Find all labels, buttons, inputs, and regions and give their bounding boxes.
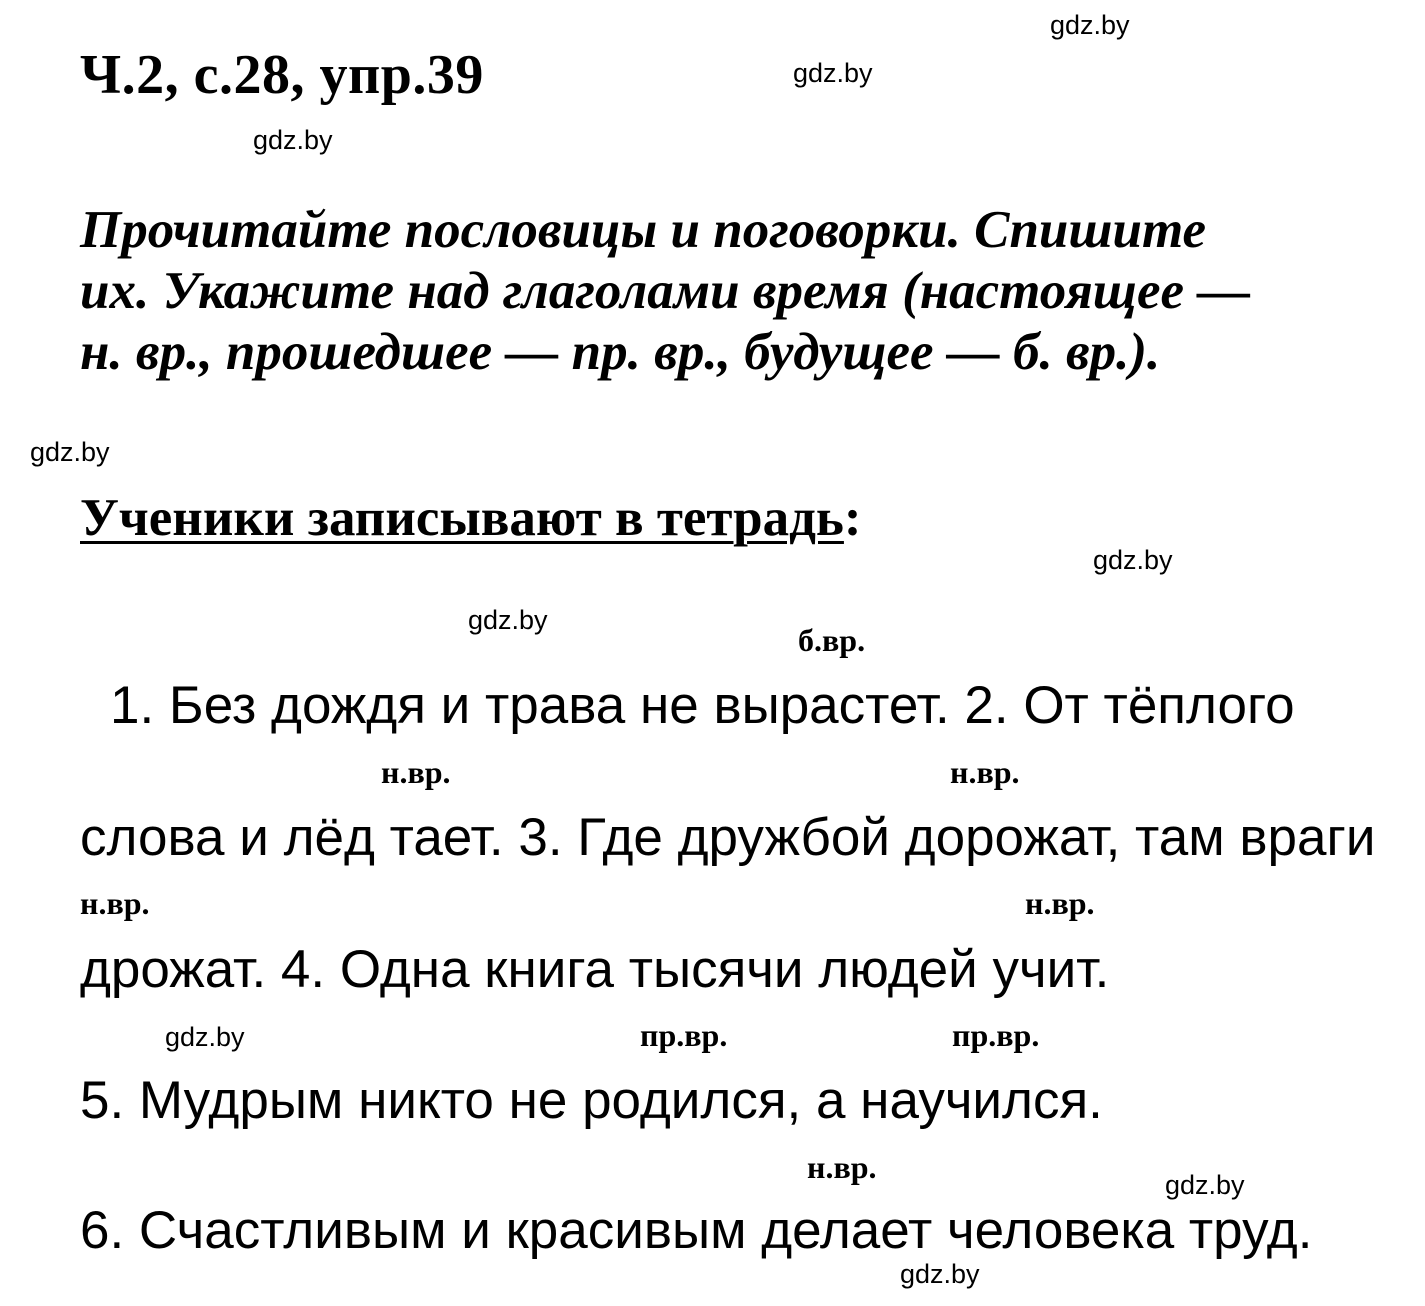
task-line: их. Укажите над глаголами время (настоящее — [80, 262, 1251, 320]
tense-tag: н.вр. [1025, 885, 1095, 921]
answer-heading-text: Ученики записывают в тетрадь [80, 489, 844, 547]
exercise-title: Ч.2, с.28, упр.39 [80, 44, 484, 106]
answer-heading-colon: : [843, 489, 862, 547]
answer-line: 1. Без дождя и трава не вырастет. 2. От тёплого [110, 676, 1295, 735]
watermark: gdz.by [30, 437, 110, 467]
watermark: gdz.by [900, 1259, 980, 1289]
task-line: Прочитайте пословицы и поговорки. Спишите [80, 201, 1207, 259]
tense-tag: б.вр. [798, 622, 866, 658]
watermark: gdz.by [165, 1022, 245, 1052]
watermark: gdz.by [1165, 1170, 1245, 1200]
task-instructions [80, 200, 1380, 383]
tense-tag: н.вр. [80, 885, 150, 921]
watermark: gdz.by [468, 605, 548, 635]
tense-tag: пр.вр. [640, 1017, 728, 1053]
answer-line: слова и лёд тает. 3. Где дружбой дорожат, там враги [80, 808, 1376, 867]
task-line: н. вр., прошедшее — пр. вр., будущее — б. вр.). [80, 323, 1161, 381]
answer-line: 5. Мудрым никто не родился, а научился. [80, 1071, 1103, 1130]
tense-tag: н.вр. [807, 1149, 877, 1185]
watermark: gdz.by [1093, 545, 1173, 575]
answer-line: дрожат. 4. Одна книга тысячи людей учит. [80, 940, 1110, 999]
tense-tag: н.вр. [950, 754, 1020, 790]
answer-line: 6. Счастливым и красивым делает человека труд. [80, 1201, 1313, 1260]
answer-heading [80, 488, 862, 548]
watermark: gdz.by [793, 58, 873, 88]
watermark: gdz.by [1050, 10, 1130, 40]
tense-tag: пр.вр. [952, 1017, 1040, 1053]
tense-tag: н.вр. [381, 754, 451, 790]
watermark: gdz.by [253, 125, 333, 155]
